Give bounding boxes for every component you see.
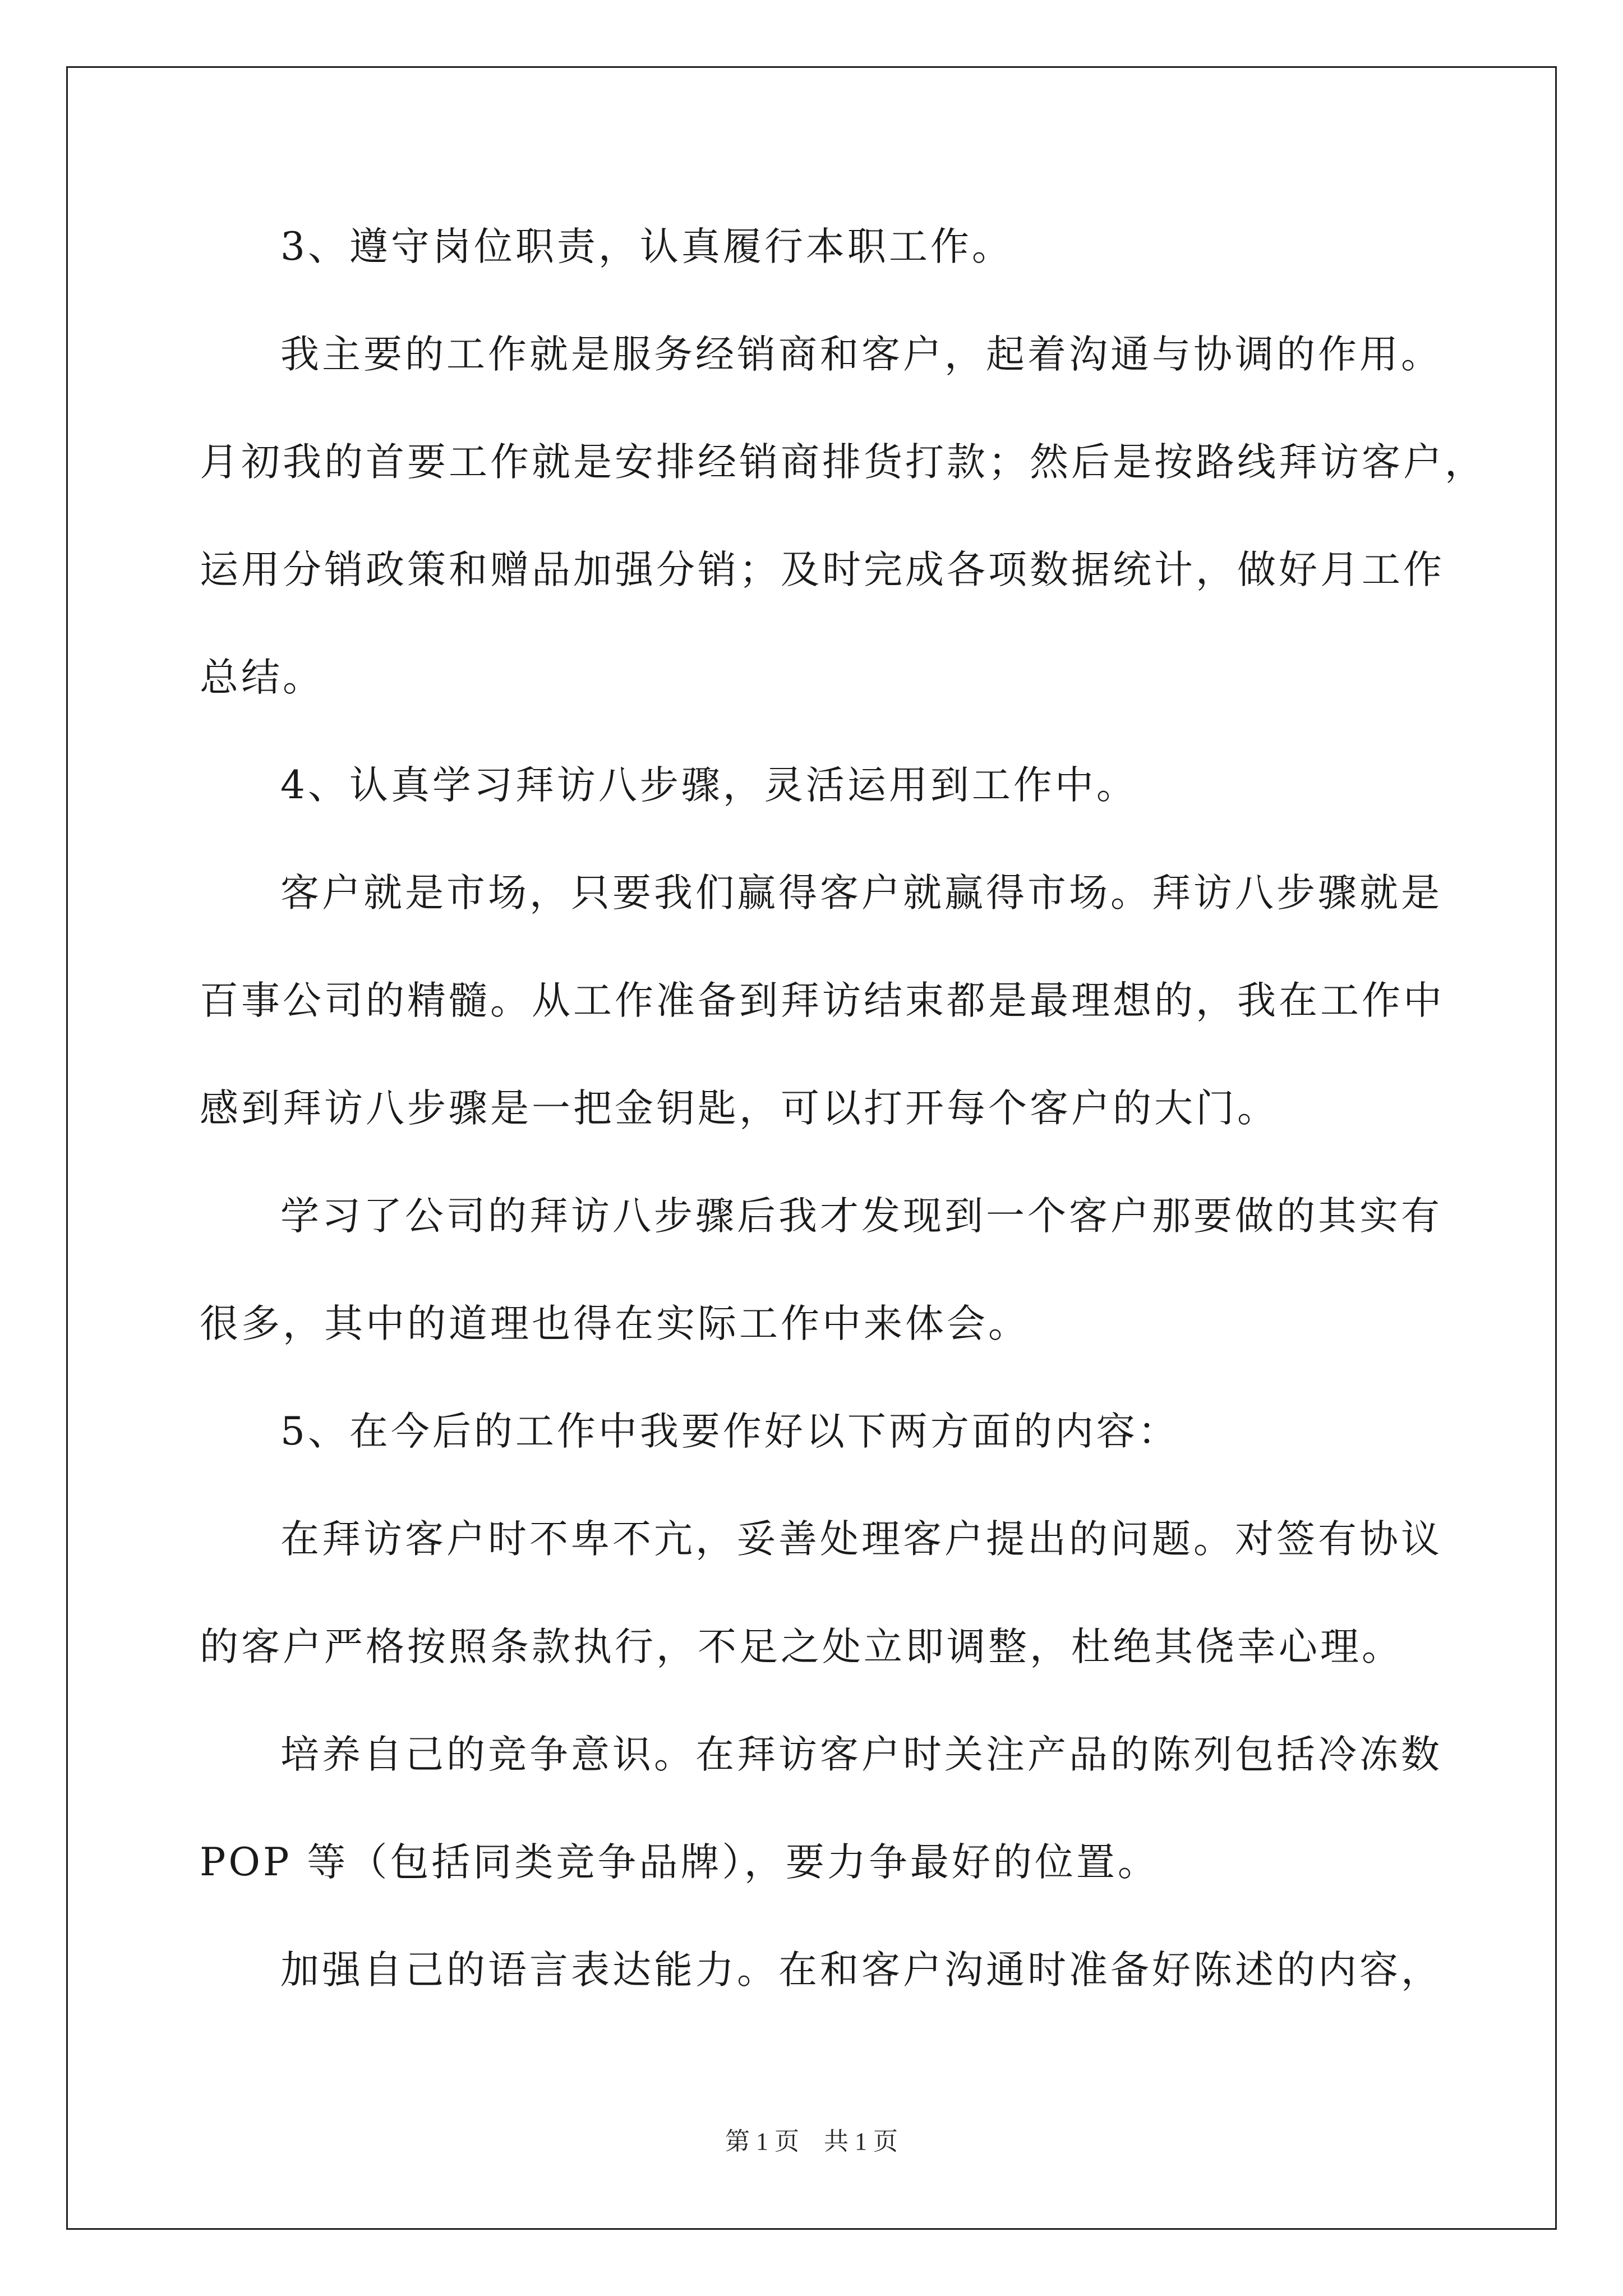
paragraph-line: 很多，其中的道理也得在实际工作中来体会。: [200, 1301, 1030, 1346]
paragraph-line: 在拜访客户时不卑不亢，妥善处理客户提出的问题。对签有协议: [280, 1517, 1442, 1562]
page-number-footer: 第 1 页 共 1 页: [725, 2128, 898, 2155]
paragraph-line: 培养自己的竞争意识。在拜访客户时关注产品的陈列包括冷冻数: [280, 1732, 1442, 1777]
paragraph-line: 百事公司的精髓。从工作准备到拜访结束都是最理想的，我在工作中: [200, 978, 1445, 1023]
paragraph-line: 5、在今后的工作中我要作好以下两方面的内容：: [280, 1409, 1179, 1454]
paragraph-line: 客户就是市场，只要我们赢得客户就赢得市场。拜访八步骤就是: [280, 871, 1442, 915]
paragraph-line: POP 等（包括同类竞争品牌），要力争最好的位置。: [200, 1840, 1159, 1885]
paragraph-line: 4、认真学习拜访八步骤，灵活运用到工作中。: [280, 763, 1138, 808]
paragraph-line: 加强自己的语言表达能力。在和客户沟通时准备好陈述的内容，: [280, 1948, 1442, 1993]
paragraph-line: 3、遵守岗位职责，认真履行本职工作。: [280, 224, 1013, 269]
paragraph-line: 总结。: [200, 655, 324, 700]
paragraph-line: 我主要的工作就是服务经销商和客户，起着沟通与协调的作用。: [280, 332, 1442, 377]
paragraph-line: 感到拜访八步骤是一把金钥匙，可以打开每个客户的大门。: [200, 1086, 1279, 1131]
paragraph-line: 月初我的首要工作就是安排经销商排货打款；然后是按路线拜访客户，: [200, 440, 1486, 485]
paragraph-line: 运用分销政策和赠品加强分销；及时完成各项数据统计，做好月工作: [200, 547, 1445, 592]
paragraph-line: 学习了公司的拜访八步骤后我才发现到一个客户那要做的其实有: [280, 1194, 1442, 1239]
page-border: [66, 66, 1557, 2230]
paragraph-line: 的客户严格按照条款执行，不足之处立即调整，杜绝其侥幸心理。: [200, 1625, 1403, 1669]
